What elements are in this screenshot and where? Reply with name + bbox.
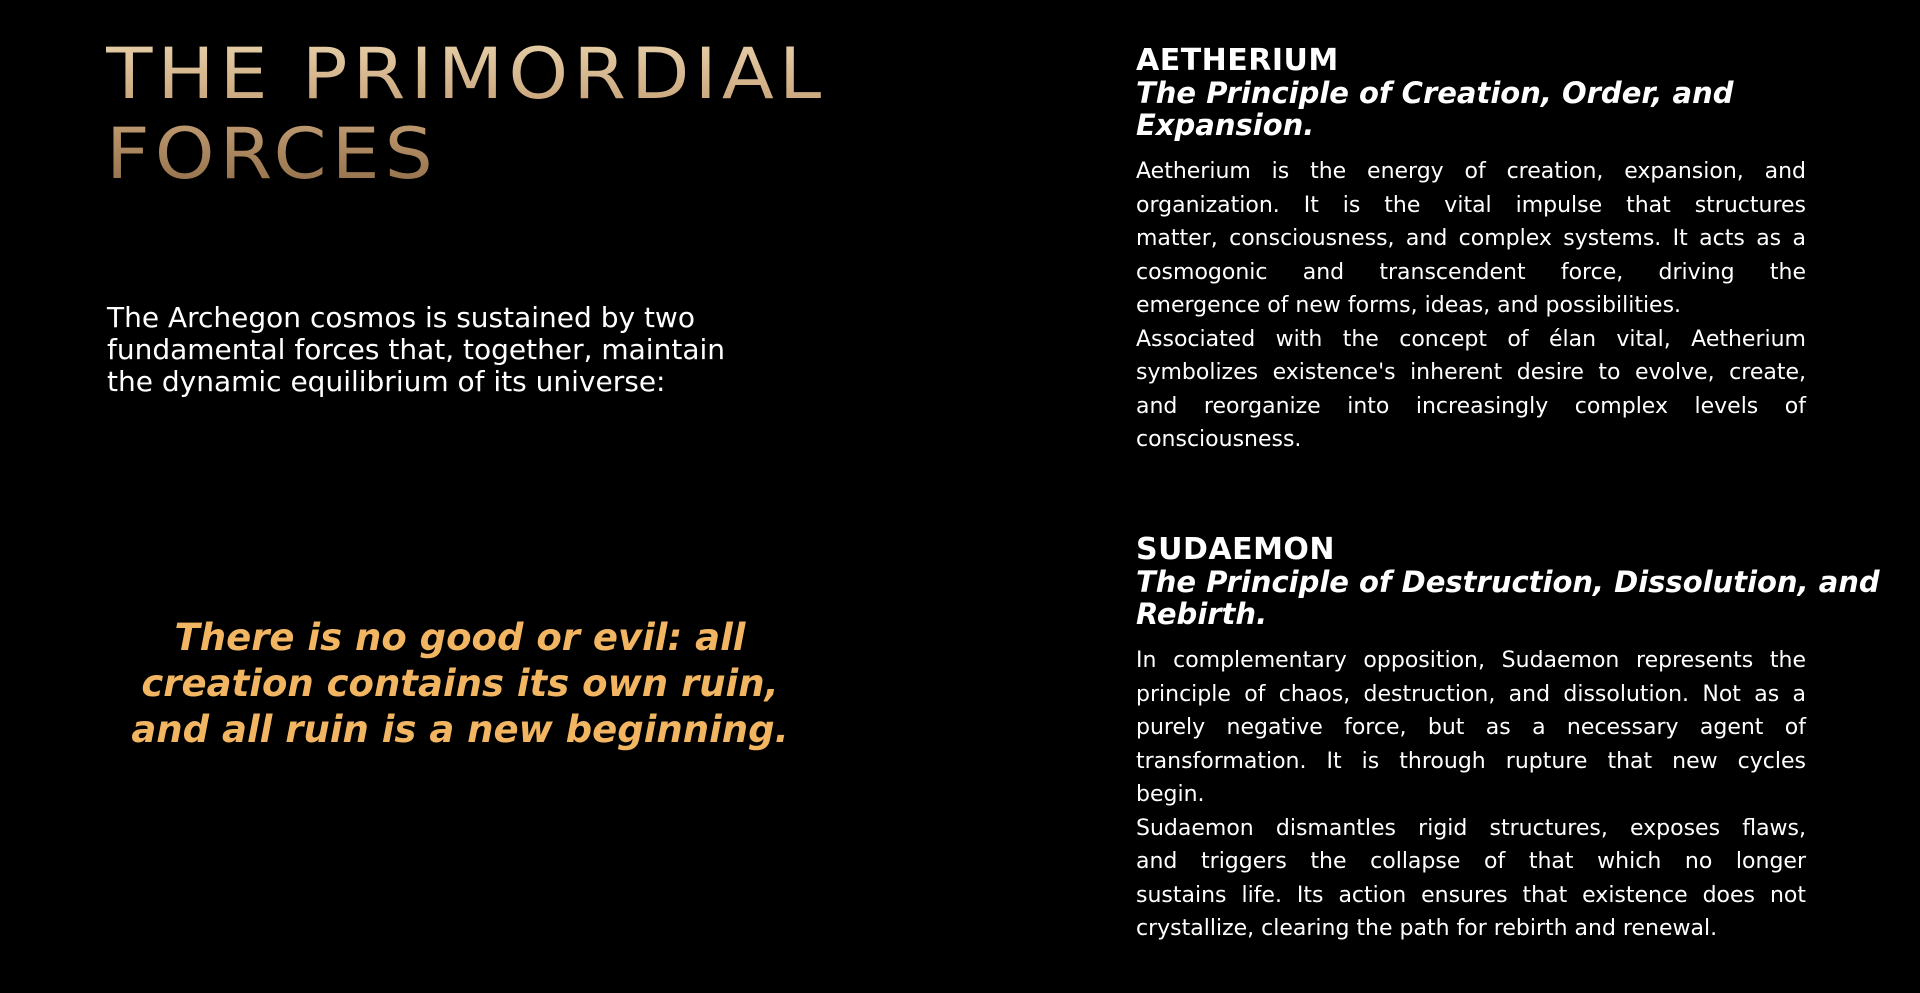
force-subtitle-line: The Principle of Destruction, Dissolution, and bbox=[1136, 565, 1880, 599]
body-line: symbolizes existence's inherent desire to evolve, create, bbox=[1136, 360, 1806, 385]
body-paragraph bbox=[1136, 644, 1806, 812]
force-heading: AETHERIUM bbox=[1136, 43, 1339, 78]
body-paragraph bbox=[1136, 323, 1806, 457]
body-line: consciousness. bbox=[1136, 427, 1302, 452]
force-subtitle bbox=[1136, 565, 1880, 631]
force-heading: SUDAEMON bbox=[1136, 532, 1336, 567]
body-line: principle of chaos, destruction, and dissolution. Not as a bbox=[1136, 681, 1806, 707]
body-line: and reorganize into increasingly complex levels of bbox=[1136, 393, 1806, 419]
body-line: purely negative force, but as a necessary agent of bbox=[1136, 715, 1806, 740]
page-title-line-1: THE PRIMORDIAL bbox=[106, 32, 827, 115]
intro-line: The Archegon cosmos is sustained by two bbox=[107, 301, 695, 334]
force-body bbox=[1136, 644, 1806, 946]
quote-line: There is no good or evil: all bbox=[174, 616, 746, 659]
body-line: and triggers the collapse of that which no longer bbox=[1136, 849, 1806, 874]
force-body bbox=[1136, 155, 1806, 457]
body-line: In complementary opposition, Sudaemon represents the bbox=[1136, 648, 1806, 673]
quote-line: and all ruin is a new beginning. bbox=[131, 708, 789, 751]
body-paragraph bbox=[1136, 155, 1806, 323]
force-section-aetherium bbox=[1136, 45, 1806, 457]
body-line: matter, consciousness, and complex systems. It acts as a bbox=[1136, 226, 1806, 251]
force-subtitle-line: Expansion. bbox=[1136, 108, 1315, 142]
force-subtitle bbox=[1136, 77, 1806, 141]
body-line: sustains life. Its action ensures that existence does not bbox=[1136, 882, 1806, 908]
body-line: organization. It is the vital impulse that structures bbox=[1136, 192, 1806, 218]
intro-line: fundamental forces that, together, maintain bbox=[107, 333, 725, 366]
body-line: begin. bbox=[1136, 782, 1205, 807]
body-line: emergence of new forms, ideas, and possibilities. bbox=[1136, 293, 1682, 318]
intro-paragraph bbox=[107, 302, 807, 398]
force-subtitle-line: The Principle of Creation, Order, and bbox=[1136, 76, 1734, 110]
body-line: cosmogonic and transcendent force, driving the bbox=[1136, 259, 1806, 285]
intro-line: the dynamic equilibrium of its universe: bbox=[107, 365, 666, 398]
quote-line: creation contains its own ruin, bbox=[141, 662, 779, 705]
pull-quote bbox=[100, 615, 820, 753]
body-line: crystallize, clearing the path for rebirth and renewal. bbox=[1136, 916, 1718, 941]
page-title bbox=[106, 34, 1006, 194]
body-line: Associated with the concept of élan vital, Aetherium bbox=[1136, 326, 1806, 352]
body-line: Aetherium is the energy of creation, expansion, and bbox=[1136, 159, 1806, 184]
page-title-line-2: FORCES bbox=[106, 112, 438, 195]
body-line: transformation. It is through rupture that new cycles bbox=[1136, 748, 1806, 774]
force-subtitle-line: Rebirth. bbox=[1136, 597, 1268, 631]
body-paragraph bbox=[1136, 812, 1806, 946]
body-line: Sudaemon dismantles rigid structures, exposes flaws, bbox=[1136, 815, 1806, 841]
force-section-sudaemon bbox=[1136, 532, 1880, 946]
